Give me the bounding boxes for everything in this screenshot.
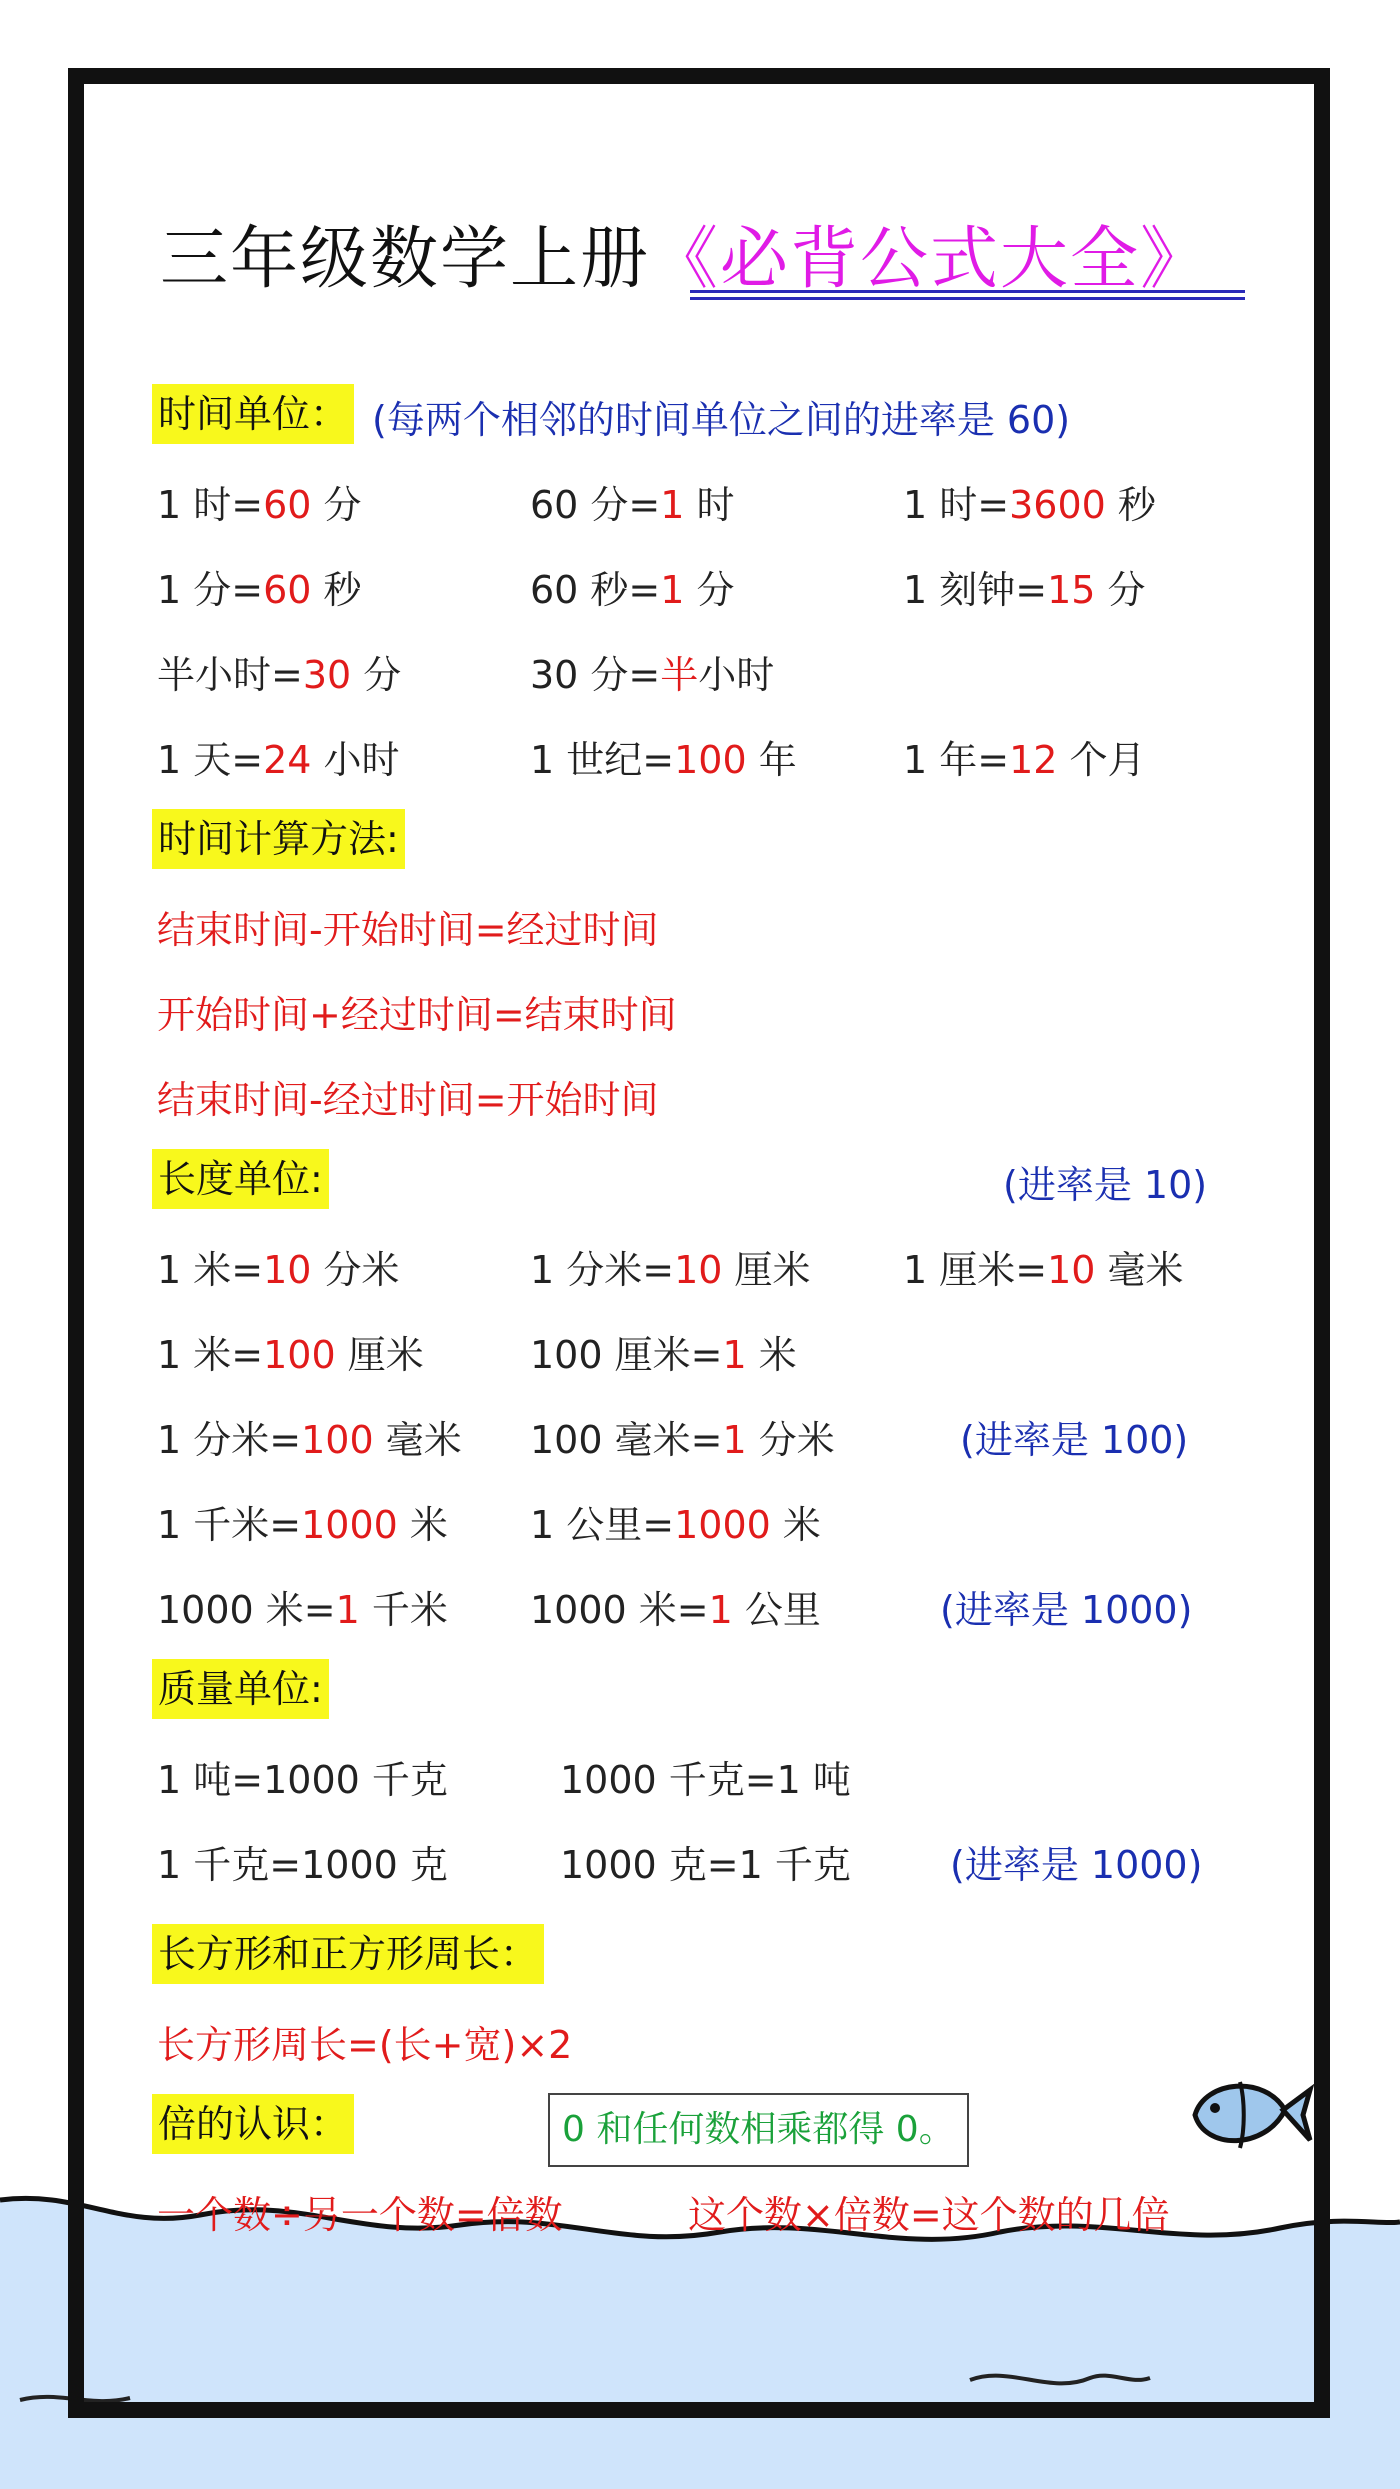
- formula-left: 1 分米=: [530, 1248, 675, 1292]
- formula-value: 3600: [1009, 483, 1106, 527]
- time-row-4: [0, 730, 1400, 790]
- formula-left: 1 世纪=: [530, 738, 675, 782]
- formula-unit: 分米: [311, 1248, 400, 1292]
- formula-unit: 厘米: [335, 1333, 424, 1377]
- mass-formula: 1 千克=1000 克: [157, 1843, 448, 1887]
- time-calc-heading: 时间计算方法:: [152, 809, 405, 869]
- perimeter-formula: 长方形周长=(长+宽)×2: [157, 2023, 573, 2067]
- formula-left: 1 刻钟=: [903, 568, 1048, 612]
- formula-value: 15: [1047, 568, 1096, 612]
- formula-left: 1 米=: [157, 1248, 264, 1292]
- mass-formula: 1000 千克=1 吨: [560, 1758, 851, 1802]
- length-row-1: [0, 1240, 1400, 1300]
- time-units-note: (每两个相邻的时间单位之间的进率是 60): [372, 398, 1071, 442]
- formula-unit: 分: [311, 483, 362, 527]
- formula-value: 1000: [301, 1503, 398, 1547]
- formula-value: 12: [1009, 738, 1058, 782]
- formula-unit: 毫米: [1095, 1248, 1184, 1292]
- formula-value: 100: [674, 738, 747, 782]
- formula-value: 30: [302, 653, 352, 697]
- mass-row-1: [0, 1750, 1400, 1810]
- calc-formula: 结束时间-开始时间=经过时间: [157, 908, 659, 952]
- perimeter-header: [0, 1930, 1400, 1990]
- formula-left: 1 分米=: [157, 1418, 302, 1462]
- perimeter-formula-row: [0, 2015, 1400, 2075]
- formula-unit: 公里: [732, 1588, 821, 1632]
- formula-value: 1: [660, 568, 685, 612]
- formula-value: 1: [660, 483, 685, 527]
- length-row-3: [0, 1410, 1400, 1470]
- formula-value: 24: [263, 738, 312, 782]
- formula-unit: 毫米: [373, 1418, 462, 1462]
- formula-left: 1 公里=: [530, 1503, 675, 1547]
- formula-value: 1000: [674, 1503, 771, 1547]
- formula-left: 1 时=: [157, 483, 264, 527]
- page-title: [160, 205, 1210, 302]
- formula-unit: 秒: [1105, 483, 1156, 527]
- formula-unit: 千米: [359, 1588, 448, 1632]
- time-row-2: [0, 560, 1400, 620]
- formula-left: 100 厘米=: [530, 1333, 723, 1377]
- time-calc-line-2: [0, 985, 1400, 1045]
- formula-unit: 分: [684, 568, 735, 612]
- formula-left: 60 秒=: [530, 568, 661, 612]
- formula-unit: 米: [397, 1503, 448, 1547]
- formula-unit: 年: [746, 738, 797, 782]
- formula-value: 半: [660, 653, 699, 697]
- length-note-1: (进率是 10): [1003, 1163, 1208, 1207]
- formula-left: 半小时=: [157, 653, 303, 697]
- formula-left: 1000 米=: [530, 1588, 709, 1632]
- length-row-2: [0, 1325, 1400, 1385]
- formula-left: 1 分=: [157, 568, 264, 612]
- length-row-4: [0, 1495, 1400, 1555]
- formula-unit: 米: [746, 1333, 797, 1377]
- length-units-heading: 长度单位:: [152, 1149, 329, 1209]
- time-calc-line-3: [0, 1070, 1400, 1130]
- title-underline: [690, 290, 1245, 300]
- formula-value: 10: [263, 1248, 312, 1292]
- formula-left: 1000 米=: [157, 1588, 336, 1632]
- formula-unit: 厘米: [722, 1248, 811, 1292]
- perimeter-heading: 长方形和正方形周长：: [152, 1924, 544, 1984]
- formula-unit: 小时: [311, 738, 400, 782]
- multiples-heading: 倍的认识：: [152, 2094, 354, 2154]
- formula-value: 1: [722, 1333, 747, 1377]
- title-accent: 《必背公式大全》: [650, 220, 1211, 299]
- formula-left: 100 毫米=: [530, 1418, 723, 1462]
- time-row-1: [0, 475, 1400, 535]
- mass-units-heading: 质量单位:: [152, 1659, 329, 1719]
- length-units-header: [0, 1155, 1400, 1215]
- formula-left: 1 时=: [903, 483, 1010, 527]
- formula-left: 30 分=: [530, 653, 661, 697]
- formula-unit: 分: [351, 653, 402, 697]
- formula-value: 100: [263, 1333, 336, 1377]
- formula-unit: 小时: [698, 653, 775, 697]
- multiples-formula-2: 这个数×倍数=这个数的几倍: [688, 2193, 1170, 2237]
- formula-left: 1 天=: [157, 738, 264, 782]
- formula-value: 1: [708, 1588, 733, 1632]
- formula-unit: 时: [684, 483, 735, 527]
- calc-formula: 开始时间+经过时间=结束时间: [157, 993, 677, 1037]
- calc-formula: 结束时间-经过时间=开始时间: [157, 1078, 659, 1122]
- formula-left: 60 分=: [530, 483, 661, 527]
- formula-left: 1 千米=: [157, 1503, 302, 1547]
- mass-units-header: [0, 1665, 1400, 1725]
- formula-value: 100: [301, 1418, 374, 1462]
- formula-value: 60: [263, 483, 312, 527]
- time-calc-header: [0, 815, 1400, 875]
- formula-value: 1: [335, 1588, 360, 1632]
- time-row-3: [0, 645, 1400, 705]
- formula-unit: 分: [1095, 568, 1146, 612]
- length-note-2: (进率是 100): [960, 1418, 1189, 1462]
- length-row-5: [0, 1580, 1400, 1640]
- time-calc-line-1: [0, 900, 1400, 960]
- formula-left: 1 米=: [157, 1333, 264, 1377]
- formula-unit: 分米: [746, 1418, 835, 1462]
- length-note-3: (进率是 1000): [940, 1588, 1193, 1632]
- mass-formula: 1000 克=1 千克: [560, 1843, 851, 1887]
- formula-value: 10: [674, 1248, 723, 1292]
- formula-unit: 秒: [311, 568, 362, 612]
- mass-note: (进率是 1000): [950, 1843, 1203, 1887]
- formula-value: 1: [722, 1418, 747, 1462]
- multiples-formula-row: [0, 2185, 1400, 2245]
- time-units-header: [0, 390, 1400, 450]
- formula-unit: 米: [770, 1503, 821, 1547]
- time-units-heading: 时间单位：: [152, 384, 354, 444]
- formula-value: 60: [263, 568, 312, 612]
- mass-formula: 1 吨=1000 千克: [157, 1758, 448, 1802]
- formula-left: 1 年=: [903, 738, 1010, 782]
- zero-rule-box: 0 和任何数相乘都得 0。: [548, 2093, 969, 2167]
- mass-row-2: [0, 1835, 1400, 1895]
- formula-unit: 个月: [1057, 738, 1146, 782]
- multiples-formula-1: 一个数÷另一个数=倍数: [157, 2193, 563, 2237]
- title-main: 三年级数学上册: [160, 220, 651, 299]
- formula-value: 10: [1047, 1248, 1096, 1292]
- formula-left: 1 厘米=: [903, 1248, 1048, 1292]
